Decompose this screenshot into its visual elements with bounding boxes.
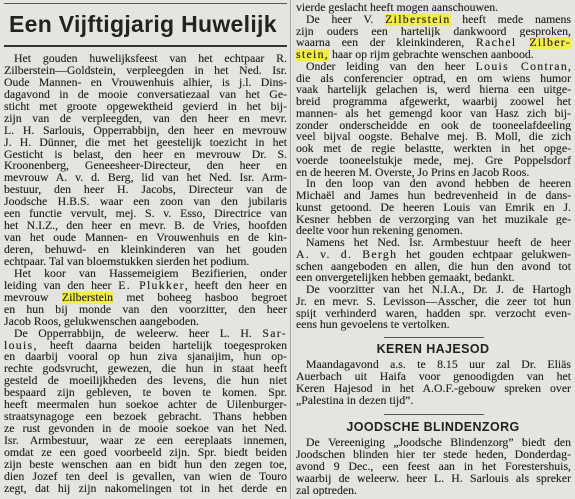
text-line: [296, 202, 571, 214]
text-line: [4, 77, 287, 89]
text-segment: J. H. Dünner, die met het geestelijk toezicht in het: [4, 136, 287, 149]
text-segment: breid programma afgewerkt, waarbij zoowel het: [296, 96, 571, 108]
text-segment: Onder leiding van den heer: [306, 60, 476, 73]
highlighted-name: stein,: [296, 49, 330, 61]
text-segment: zijn ouders een hartelijk dankwoord gesproken,: [296, 25, 571, 38]
paragraph: [296, 237, 571, 284]
text-line: [4, 304, 287, 316]
text-line: [296, 178, 571, 190]
text-line: [296, 383, 571, 395]
text-line: [4, 328, 287, 340]
text-line: [296, 395, 571, 407]
text-line: [4, 65, 287, 77]
paragraph: [296, 284, 571, 331]
text-line: [4, 160, 287, 172]
text-line: [296, 155, 571, 167]
text-line: [4, 399, 287, 411]
text-segment: Namens het Ned. Isr. Armbestuur heeft de heer: [306, 237, 571, 249]
text-line: [296, 449, 571, 461]
text-line: [296, 359, 571, 371]
text-line: [296, 308, 571, 320]
text-segment: Het gouden huwelijksfeest van het echtpaar R.: [14, 53, 287, 65]
text-segment: vierde geslacht heeft mogen aanschouwen.: [296, 2, 499, 14]
text-line: [4, 184, 287, 196]
emphasized-name: A. v. d. Bergh: [296, 248, 398, 261]
text-segment: Kroonenberg, Geneesheer-Directeur, den heer en: [4, 160, 287, 173]
text-segment: heeft mede namens: [450, 13, 571, 26]
text-segment: haar op rijm gebrachte wenschen aanbood.: [329, 49, 534, 61]
text-line: [4, 232, 287, 244]
text-line: [4, 268, 287, 280]
text-line: [296, 131, 571, 143]
text-segment: straatsynagoge een bezoek gebracht. Thans hebben: [4, 411, 287, 424]
text-segment: zijn beste wenschen aan en bidt hun den zegen toe,: [4, 458, 287, 471]
text-segment: Michaël and James hun bedrevenheid in de dans-: [296, 190, 571, 202]
text-segment: zonder onderscheidde en ook de tooneelafdeeling: [296, 119, 571, 132]
text-segment: waarbij de weleerw. heer L. H. Sarlouis als spreker: [296, 472, 571, 485]
text-line: [296, 319, 571, 331]
text-segment: , heeft den heer en: [184, 279, 287, 292]
text-segment: dagavond in de mooie conversatiezaal van het Ge-: [4, 88, 287, 101]
paragraph: [296, 437, 571, 496]
text-line: [296, 84, 571, 96]
paragraph: [4, 268, 287, 328]
text-line: [4, 220, 287, 232]
text-segment: eens hun gevoelens te vertolken.: [296, 319, 450, 331]
text-segment: De voorzitter van het N.I.A., Dr. J. de Hartogh: [306, 284, 571, 296]
highlighted-name: Zilberstein: [385, 13, 451, 26]
text-segment: gesteld de moeilijkheden des levens, die hun niet: [4, 375, 287, 388]
section-divider: [384, 414, 484, 415]
text-segment: heeft daarna beiden hartelijk toegesproken: [37, 339, 287, 352]
text-line: [296, 49, 571, 61]
text-line: [296, 296, 571, 308]
text-segment: bestuur, den heer H. Jacobs, Directeur van de: [4, 184, 287, 197]
text-segment: sticht met groote opgewektheid gevierd in het bij-: [4, 100, 287, 113]
keren-hajesod-heading: KEREN HAJESOD: [376, 342, 490, 356]
text-segment: Isr. Armbestuur, waar ze een eereplaats innemen,: [4, 435, 287, 447]
emphasized-name: louis,: [4, 339, 38, 352]
text-segment: vaak hartelijk gelachen is, werd hierna een uitge-: [296, 84, 571, 96]
text-segment: „Palestina in dezen tijd”.: [296, 394, 414, 407]
blindenzorg-body: [296, 437, 571, 496]
text-line: [4, 101, 287, 113]
paragraph: [4, 53, 287, 268]
text-segment: rechte godsvrucht, gewezen, die hun in staat heeft: [4, 363, 287, 376]
text-line: [4, 244, 287, 256]
text-line: [296, 37, 571, 49]
text-segment: en de heeren M. Overste, Jo Prins en Jacob Roos.: [296, 166, 530, 179]
text-segment: L. H. Sarlouis, Opperrabbijn, den heer en mevrouw: [4, 124, 287, 137]
text-segment: omdat ze een goed voorbeeld zijn. Spr. biedt beiden: [4, 446, 287, 459]
text-segment: bespaard zijn gebleven, te boven te komen. Spr.: [4, 387, 287, 400]
text-segment: echtpaar. Tal van bloemstukken sierden het podium.: [4, 255, 250, 268]
text-line: [4, 435, 287, 447]
text-segment: een onvergetelijken hebben gemaakt, bedankt.: [296, 272, 515, 284]
text-segment: schen aangeboden en allen, die hun den avond tot: [296, 260, 571, 273]
text-line: [4, 292, 287, 304]
paragraph: [296, 61, 571, 179]
text-line: [4, 459, 287, 471]
text-segment: De Opperrabbijn, de weleerw. heer L. H.: [14, 327, 263, 340]
text-line: [296, 249, 571, 261]
text-line: [4, 447, 287, 459]
text-segment: Auerbach uit Haifa voor genoodigden van het: [296, 370, 571, 383]
text-line: [296, 61, 571, 73]
text-segment: het N.I.Z., den heer en mevr. B. de Vries, hoofden: [4, 220, 287, 233]
text-line: [296, 214, 571, 226]
text-line: [296, 284, 571, 296]
text-line: [296, 371, 571, 383]
text-line: [296, 190, 571, 202]
text-segment: ze rust gevonden in de mooie soekoe van het Ned.: [4, 423, 287, 435]
paragraph: [296, 2, 571, 14]
text-segment: Jr. en mevr. S. Levisson—Asscher, die zeer tot hun: [296, 295, 571, 308]
emphasized-name: E. Plukker: [118, 279, 185, 292]
text-line: [296, 437, 571, 449]
text-line: [296, 108, 571, 120]
text-segment: van het oude Mannen- en Vrouwenhuis en de kin-: [4, 232, 287, 244]
text-segment: die als conferencier optrad, en om wiens humor: [296, 72, 571, 85]
text-segment: deren, behuwd- en kleinkinderen van het gouden: [4, 244, 287, 256]
highlighted-name: Zilberstein: [61, 291, 114, 304]
text-line: [296, 143, 571, 155]
text-line: [296, 2, 571, 14]
right-column: [296, 2, 571, 331]
left-column: [4, 53, 287, 495]
text-line: [4, 375, 287, 387]
text-line: [4, 256, 287, 268]
text-segment: Joodschen blinden hier ter stede heden, Donderdag-: [296, 448, 571, 461]
text-segment: zijn van de verpleegden, van den heer en mevr.: [4, 112, 287, 125]
text-segment: Kesner hebben de verzorging van het muzikale ge-: [296, 213, 571, 226]
text-segment: dien Jozef ten deel is gevallen, van wien de Touro: [4, 470, 287, 483]
text-line: [4, 196, 287, 208]
text-segment: heeft meermalen hun soekoe achter de Uilenburger-: [4, 399, 287, 412]
text-segment: mannen- als het gemengd koor van Hasz zich bij-: [296, 107, 571, 120]
text-segment: Gesticht is belast, den heer en mevrouw Dr. S.: [4, 148, 287, 161]
emphasized-name: Rachel: [475, 37, 530, 49]
paragraph: [4, 328, 287, 495]
text-line: [296, 461, 571, 473]
text-segment: Joodsche H.B.S. waar een zoon van den jubilaris: [4, 196, 287, 209]
text-segment: ,: [568, 60, 571, 73]
text-line: [4, 340, 287, 352]
article-title: Een Vijftigjarig Huwelijk: [4, 3, 287, 47]
text-segment: In den loop van den avond hebben de heeren: [306, 178, 571, 190]
blindenzorg-heading: JOODSCHE BLINDENZORG: [346, 420, 520, 434]
keren-hajesod-body: [296, 359, 571, 407]
text-segment: Zilberstein—Goldstein, verpleegden in het Ned. Isr.: [4, 64, 287, 77]
text-segment: mevrouw A. v. d. Berg, lid van het Ned. Isr. Arm-: [4, 172, 287, 185]
section-divider: [384, 337, 484, 338]
text-segment: De heer V.: [306, 13, 386, 26]
text-line: [296, 73, 571, 85]
text-segment: ook met de regie belastte, werkten in het opge-: [296, 143, 571, 155]
text-segment: een functie vervult, mej. S. v. Esso, Directrice van: [4, 208, 287, 221]
text-segment: waarna een der kleinkinderen,: [296, 37, 476, 49]
text-line: [4, 113, 287, 125]
text-line: [4, 208, 287, 220]
text-line: [4, 125, 287, 137]
emphasized-name: Louis Contran: [475, 60, 569, 73]
text-line: [4, 387, 287, 399]
text-line: [296, 485, 571, 497]
text-line: [4, 363, 287, 375]
text-line: [296, 167, 571, 179]
text-line: [4, 351, 287, 363]
text-line: [296, 14, 571, 26]
text-line: [4, 53, 287, 65]
text-line: [296, 225, 571, 237]
text-line: [296, 261, 571, 273]
text-segment: het gouden echtpaar gelukwen-: [397, 248, 571, 261]
text-line: [4, 411, 287, 423]
text-line: [4, 137, 287, 149]
text-segment: spijt verhinderd waren, hadden spr. verzocht even-: [296, 307, 571, 320]
text-segment: avond 9 Dec., een feest aan in het Forestershuis,: [296, 460, 571, 473]
column-rule: [290, 0, 291, 499]
paragraph: [296, 14, 571, 61]
text-line: [4, 89, 287, 101]
text-line: [296, 272, 571, 284]
text-line: [296, 96, 571, 108]
text-segment: Jacob Roos, gelukwenschen aangeboden.: [4, 315, 199, 328]
text-line: [296, 26, 571, 38]
text-segment: kunst getoond. De heeren Louis van Emrik en J.: [296, 201, 571, 214]
text-line: [4, 471, 287, 483]
text-line: [296, 473, 571, 485]
paragraph: [296, 178, 571, 237]
highlighted-name: Zilber-: [529, 37, 571, 49]
text-segment: leiding van den heer: [4, 279, 119, 292]
text-segment: Maandagavond a.s. te 8.15 uur zal Dr. Eliäs: [306, 359, 571, 371]
text-segment: Oude Mannen- en Vrouwenhuis alhier, is j.l. Dins-: [4, 76, 287, 89]
text-segment: Het koor van Hassemeigiem Bezifierien, onder: [14, 267, 287, 280]
text-segment: deelte voor hun rekening genomen.: [296, 225, 463, 237]
text-segment: De Vereeniging „Joodsche Blindenzorg” biedt den: [306, 437, 571, 449]
text-segment: zegt, dat hij zijn nakomelingen tot in het derde en: [4, 482, 287, 495]
emphasized-name: Sar-: [262, 327, 287, 340]
paragraph: [296, 359, 571, 407]
text-line: [4, 423, 287, 435]
text-line: [296, 237, 571, 249]
text-segment: voerde tooneelstukje mede, mej. Gre Poppelsdorf: [296, 154, 571, 167]
text-segment: zal optreden.: [296, 484, 357, 497]
text-line: [296, 120, 571, 132]
text-line: [4, 316, 287, 328]
text-line: [4, 483, 287, 495]
text-segment: veel bijval oogste. Behalve mej. B. Moll, die zich: [296, 131, 571, 143]
text-line: [4, 280, 287, 292]
text-line: [4, 149, 287, 161]
text-segment: met boheeg hasboo begroet: [113, 291, 287, 304]
text-segment: en hun bij monde van den voorzitter, den heer: [4, 303, 287, 316]
text-segment: en daarbij vooral op hun ziva sjanaijim, hun op-: [4, 351, 287, 364]
text-segment: Keren Hajesod in het A.O.F.-gebouw spreken over: [296, 382, 571, 395]
text-line: [4, 172, 287, 184]
text-segment: mevrouw: [4, 291, 62, 304]
